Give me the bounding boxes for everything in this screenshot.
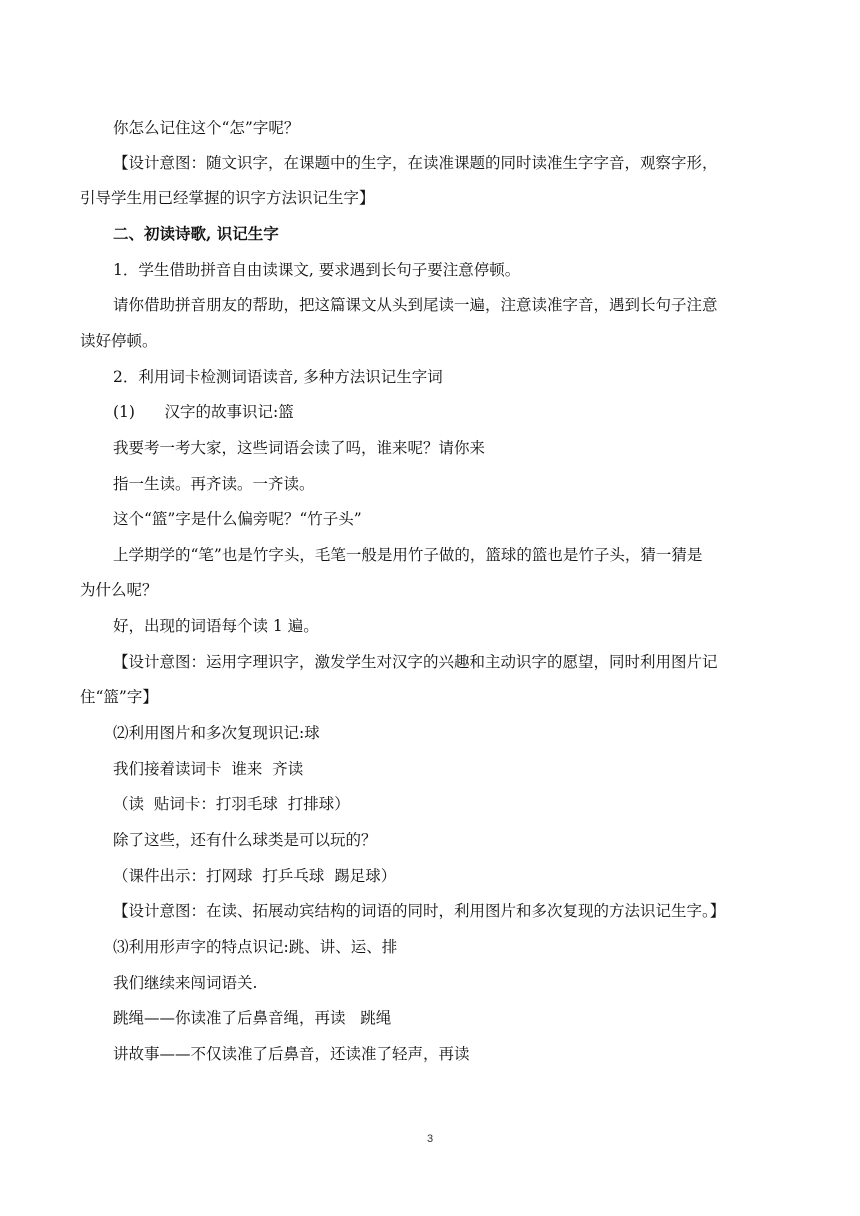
- text-line: 讲故事——不仅读准了后鼻音，还读准了轻声，再读: [113, 1045, 470, 1063]
- text-line: 为什么呢？: [80, 581, 158, 599]
- sub-item-heading: ⑵利用图片和多次复现识记:球: [113, 724, 320, 742]
- text-line: 这个“篮”字是什么偏旁呢？“竹子头”: [113, 510, 362, 528]
- sub-item-heading: (1) 汉字的故事识记:篮: [113, 403, 294, 421]
- text-line: 住“篮”字】: [80, 688, 158, 706]
- text-line: 我们接着读词卡 谁来 齐读: [113, 760, 304, 778]
- text-line: 你怎么记住这个“怎”字呢？: [113, 119, 300, 137]
- sub-item-heading: ⑶利用形声字的特点识记:跳、讲、运、排: [113, 938, 398, 956]
- list-item: 1．学生借助拼音自由读课文, 要求遇到长句子要注意停顿。: [113, 261, 521, 279]
- text-line: 指一生读。再齐读。一齐读。: [113, 475, 315, 493]
- text-line: 引导学生用已经掌握的识字方法识记生字】: [80, 189, 375, 207]
- list-item: 2．利用词卡检测词语读音, 多种方法识记生字词: [113, 368, 443, 386]
- page-number: 3: [426, 1133, 434, 1145]
- design-intent-text: 【设计意图：随文识字，在课题中的生字，在读准课题的同时读准生字字音，观察字形，: [113, 154, 718, 172]
- design-intent-text: 【设计意图：在读、拓展动宾结构的词语的同时，利用图片和多次复现的方法识记生字。】: [113, 902, 726, 920]
- text-line: 请你借助拼音朋友的帮助，把这篇课文从头到尾读一遍，注意读准字音，遇到长句子注意: [113, 296, 718, 314]
- text-line: 除了这些，还有什么球类是可以玩的？: [113, 831, 377, 849]
- text-line: （读 贴词卡：打羽毛球 打排球）: [113, 795, 350, 813]
- text-line: 上学期学的“笔”也是竹字头，毛笔一般是用竹子做的，篮球的篮也是竹子头，猜一猜是: [113, 546, 703, 564]
- text-line: （课件出示：打网球 打乒乓球 踢足球）: [113, 867, 397, 885]
- text-line: 我要考一考大家，这些词语会读了吗，谁来呢？请你来: [113, 439, 486, 457]
- design-intent-text: 【设计意图：运用字理识字，激发学生对汉字的兴趣和主动识字的愿望，同时利用图片记: [113, 653, 718, 671]
- section-heading: 二、初读诗歌, 识记生字: [113, 224, 279, 243]
- text-line: 好，出现的词语每个读 1 遍。: [113, 617, 319, 635]
- text-line: 我们继续来闯词语关.: [113, 974, 258, 992]
- text-line: 读好停顿。: [80, 332, 158, 350]
- text-line: 跳绳——你读准了后鼻音绳，再读 跳绳: [113, 1009, 392, 1027]
